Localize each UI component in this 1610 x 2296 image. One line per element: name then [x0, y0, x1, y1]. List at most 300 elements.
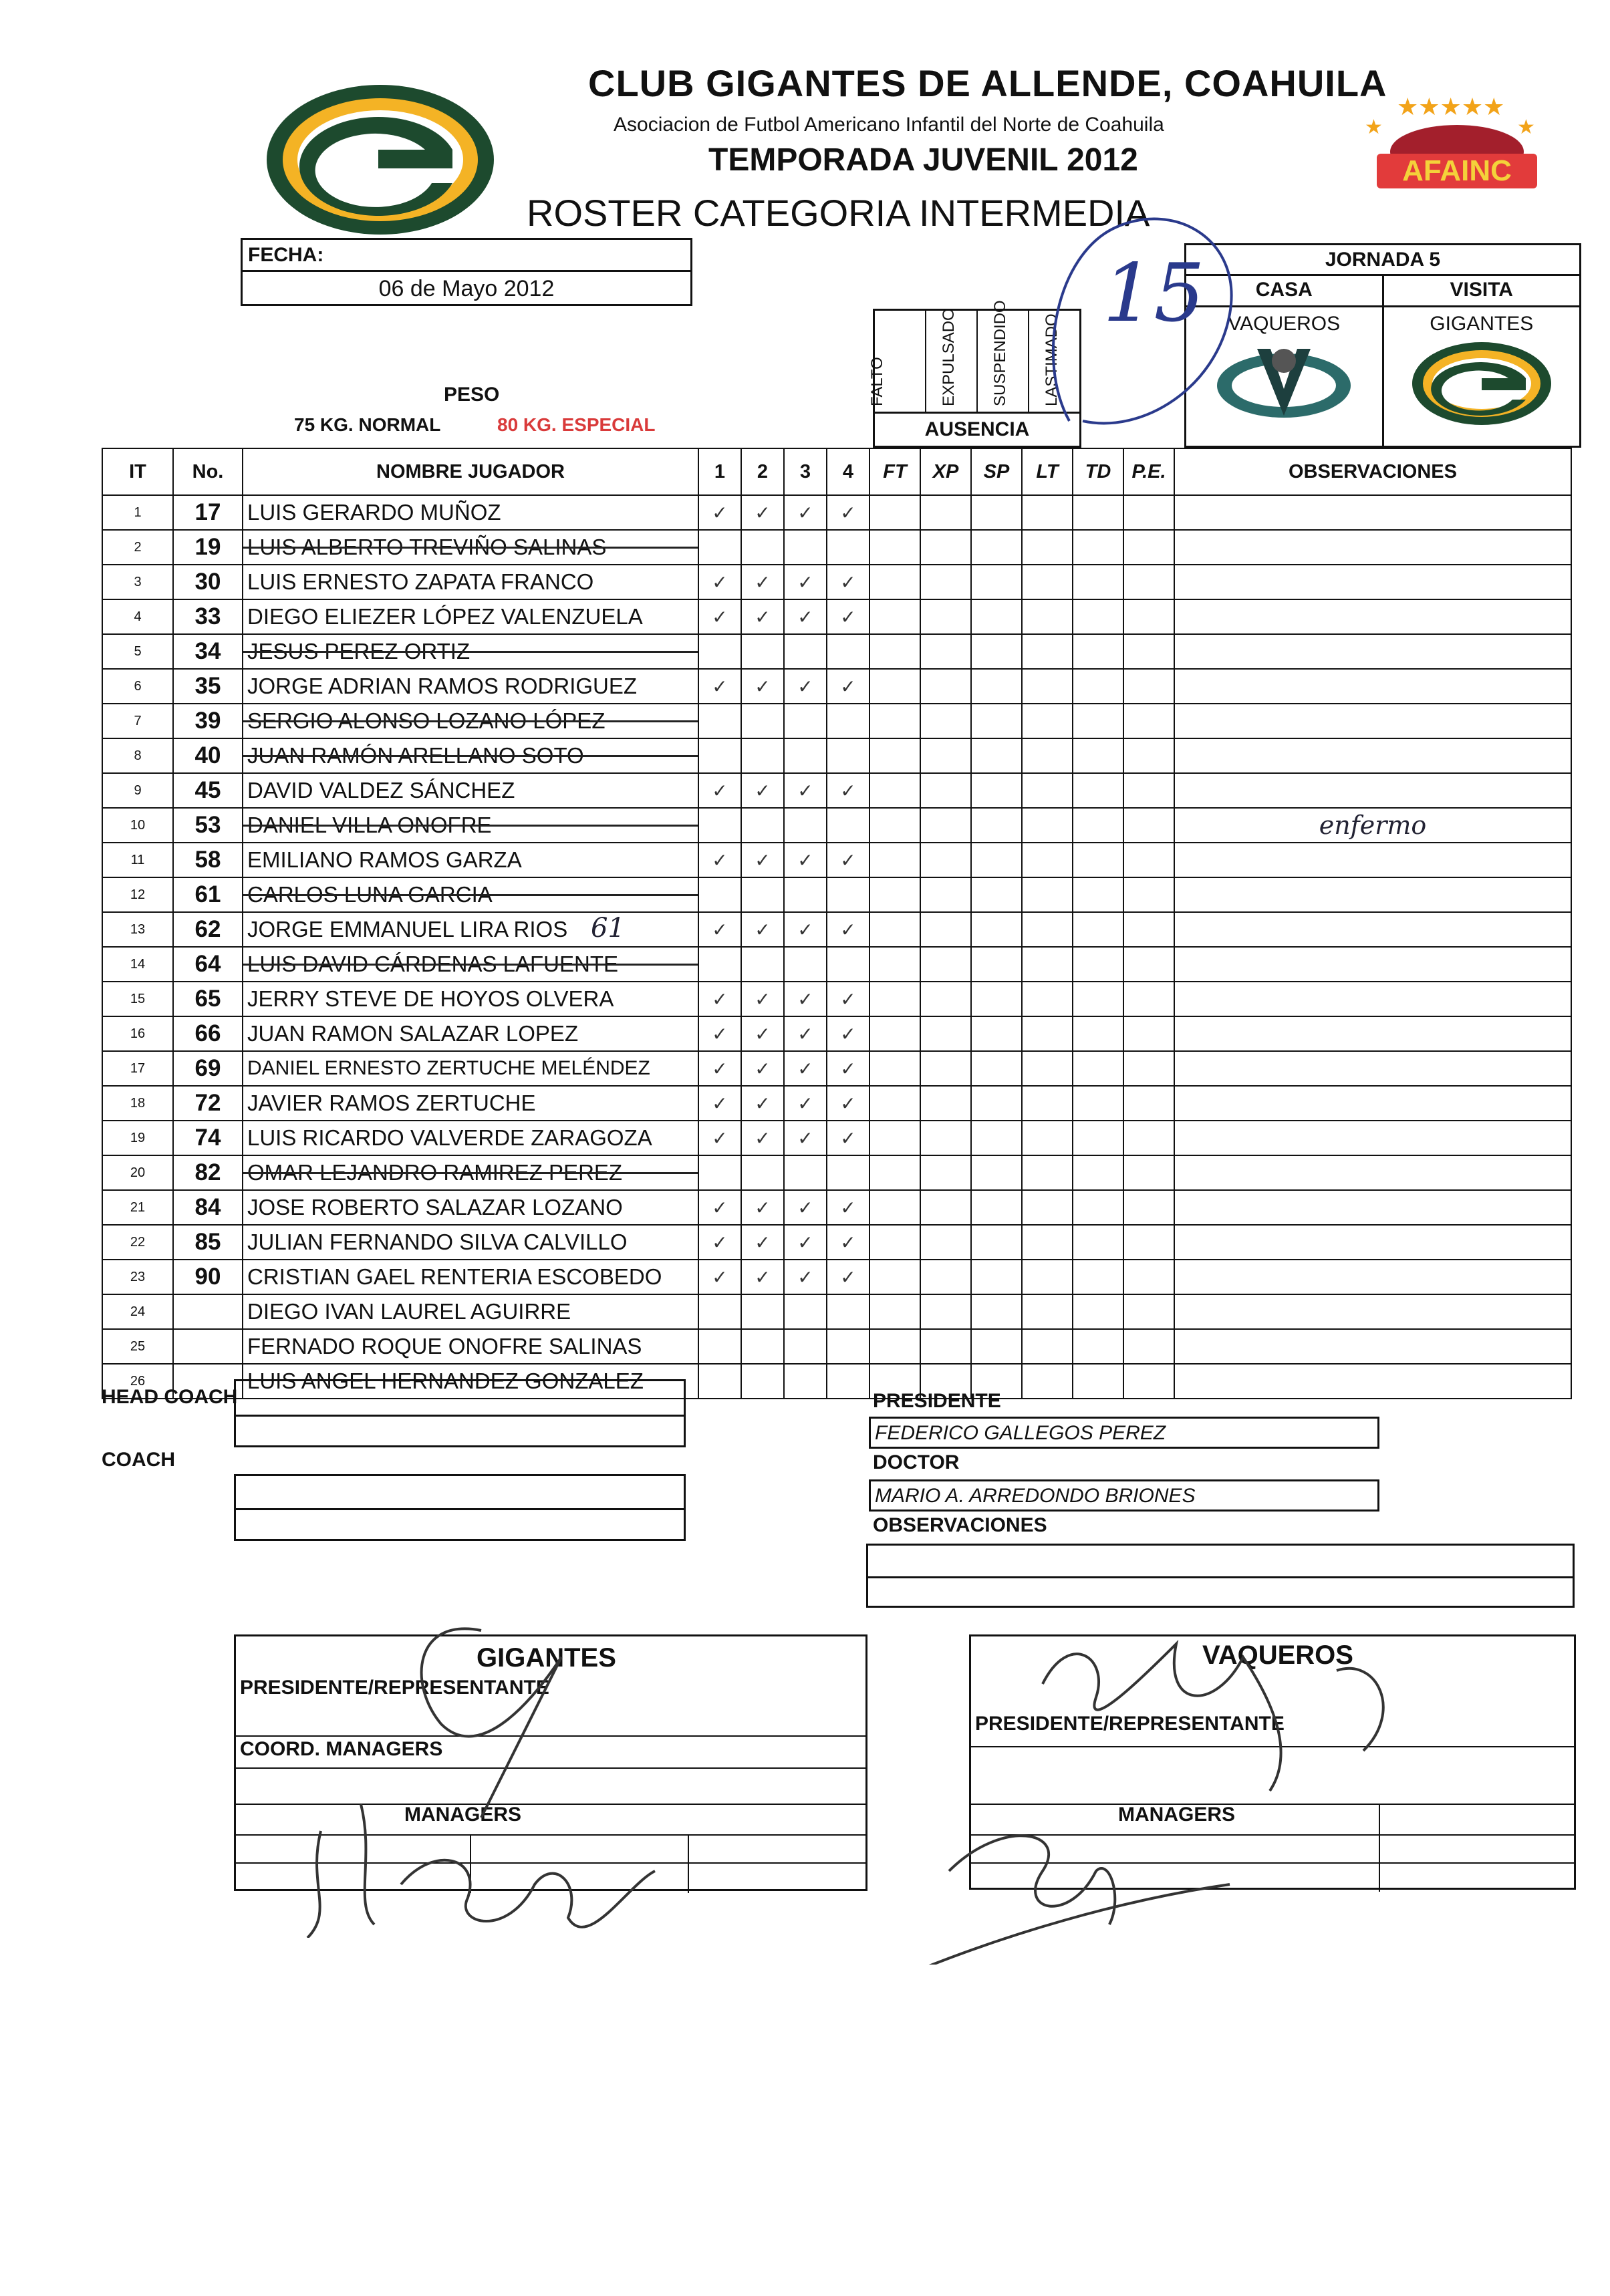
cell-ft[interactable] — [869, 565, 920, 599]
row-player-name[interactable] — [243, 947, 698, 982]
quarter-check-2[interactable]: ✓ — [741, 843, 784, 877]
quarter-check-1[interactable]: ✓ — [698, 1121, 741, 1155]
cell-ft[interactable] — [869, 877, 920, 912]
cell-td[interactable] — [1073, 912, 1123, 947]
quarter-check-2[interactable]: ✓ — [741, 1086, 784, 1121]
row-observaciones[interactable] — [1174, 530, 1571, 565]
cell-ft[interactable] — [869, 1121, 920, 1155]
quarter-check-4[interactable] — [827, 738, 869, 773]
cell-pe[interactable] — [1123, 877, 1174, 912]
cell-lt[interactable] — [1022, 1121, 1073, 1155]
cell-ft[interactable] — [869, 599, 920, 634]
cell-td[interactable] — [1073, 495, 1123, 530]
observaciones-box[interactable] — [866, 1544, 1575, 1608]
cell-td[interactable] — [1073, 1086, 1123, 1121]
row-observaciones[interactable] — [1174, 738, 1571, 773]
quarter-check-3[interactable] — [784, 704, 827, 738]
cell-xp[interactable] — [920, 1016, 971, 1051]
cell-ft[interactable] — [869, 1051, 920, 1086]
row-player-name[interactable] — [243, 808, 698, 843]
quarter-check-1[interactable]: ✓ — [698, 1260, 741, 1294]
quarter-check-2[interactable] — [741, 530, 784, 565]
cell-lt[interactable] — [1022, 808, 1073, 843]
row-player-name[interactable] — [243, 773, 698, 808]
quarter-check-1[interactable] — [698, 1329, 741, 1364]
cell-td[interactable] — [1073, 1225, 1123, 1260]
quarter-check-1[interactable] — [698, 947, 741, 982]
cell-pe[interactable] — [1123, 982, 1174, 1016]
cell-lt[interactable] — [1022, 530, 1073, 565]
cell-xp[interactable] — [920, 565, 971, 599]
quarter-check-1[interactable] — [698, 877, 741, 912]
cell-sp[interactable] — [971, 1260, 1022, 1294]
quarter-check-4[interactable] — [827, 1155, 869, 1190]
cell-ft[interactable] — [869, 1190, 920, 1225]
cell-lt[interactable] — [1022, 1329, 1073, 1364]
quarter-check-2[interactable]: ✓ — [741, 1225, 784, 1260]
cell-ft[interactable] — [869, 912, 920, 947]
cell-sp[interactable] — [971, 1016, 1022, 1051]
row-observaciones[interactable] — [1174, 1260, 1571, 1294]
cell-lt[interactable] — [1022, 565, 1073, 599]
cell-sp[interactable] — [971, 634, 1022, 669]
quarter-check-1[interactable]: ✓ — [698, 565, 741, 599]
cell-pe[interactable] — [1123, 1016, 1174, 1051]
cell-td[interactable] — [1073, 982, 1123, 1016]
cell-lt[interactable] — [1022, 634, 1073, 669]
cell-lt[interactable] — [1022, 1051, 1073, 1086]
quarter-check-3[interactable]: ✓ — [784, 1190, 827, 1225]
row-observaciones[interactable] — [1174, 634, 1571, 669]
cell-ft[interactable] — [869, 1225, 920, 1260]
cell-pe[interactable] — [1123, 530, 1174, 565]
cell-pe[interactable] — [1123, 912, 1174, 947]
quarter-check-2[interactable] — [741, 1364, 784, 1399]
cell-xp[interactable] — [920, 1051, 971, 1086]
quarter-check-3[interactable] — [784, 530, 827, 565]
cell-pe[interactable] — [1123, 565, 1174, 599]
quarter-check-4[interactable]: ✓ — [827, 1121, 869, 1155]
cell-xp[interactable] — [920, 495, 971, 530]
quarter-check-1[interactable] — [698, 808, 741, 843]
row-observaciones[interactable] — [1174, 495, 1571, 530]
cell-ft[interactable] — [869, 634, 920, 669]
presidente-field[interactable]: FEDERICO GALLEGOS PEREZ — [869, 1417, 1379, 1449]
cell-lt[interactable] — [1022, 1190, 1073, 1225]
cell-sp[interactable] — [971, 704, 1022, 738]
quarter-check-3[interactable]: ✓ — [784, 1016, 827, 1051]
cell-td[interactable] — [1073, 530, 1123, 565]
cell-xp[interactable] — [920, 1329, 971, 1364]
coach-box[interactable] — [234, 1474, 686, 1541]
cell-lt[interactable] — [1022, 704, 1073, 738]
quarter-check-2[interactable] — [741, 1294, 784, 1329]
quarter-check-2[interactable]: ✓ — [741, 1016, 784, 1051]
quarter-check-3[interactable] — [784, 1329, 827, 1364]
cell-td[interactable] — [1073, 599, 1123, 634]
cell-sp[interactable] — [971, 808, 1022, 843]
cell-lt[interactable] — [1022, 1016, 1073, 1051]
cell-td[interactable] — [1073, 808, 1123, 843]
quarter-check-4[interactable]: ✓ — [827, 1051, 869, 1086]
row-player-name[interactable] — [243, 1016, 698, 1051]
quarter-check-3[interactable]: ✓ — [784, 773, 827, 808]
quarter-check-3[interactable] — [784, 738, 827, 773]
quarter-check-1[interactable] — [698, 634, 741, 669]
cell-pe[interactable] — [1123, 669, 1174, 704]
row-player-name[interactable] — [243, 1260, 698, 1294]
cell-td[interactable] — [1073, 738, 1123, 773]
quarter-check-2[interactable]: ✓ — [741, 982, 784, 1016]
cell-sp[interactable] — [971, 843, 1022, 877]
cell-ft[interactable] — [869, 495, 920, 530]
cell-ft[interactable] — [869, 1329, 920, 1364]
quarter-check-2[interactable]: ✓ — [741, 773, 784, 808]
cell-xp[interactable] — [920, 1086, 971, 1121]
quarter-check-3[interactable]: ✓ — [784, 1121, 827, 1155]
quarter-check-2[interactable]: ✓ — [741, 599, 784, 634]
cell-sp[interactable] — [971, 1294, 1022, 1329]
row-player-name[interactable] — [243, 599, 698, 634]
cell-sp[interactable] — [971, 1329, 1022, 1364]
row-player-name[interactable] — [243, 669, 698, 704]
quarter-check-4[interactable]: ✓ — [827, 565, 869, 599]
row-observaciones[interactable] — [1174, 773, 1571, 808]
cell-pe[interactable] — [1123, 495, 1174, 530]
quarter-check-2[interactable]: ✓ — [741, 1051, 784, 1086]
row-observaciones[interactable] — [1174, 1190, 1571, 1225]
quarter-check-3[interactable] — [784, 1155, 827, 1190]
quarter-check-2[interactable]: ✓ — [741, 669, 784, 704]
quarter-check-2[interactable] — [741, 1155, 784, 1190]
cell-sp[interactable] — [971, 1190, 1022, 1225]
cell-lt[interactable] — [1022, 1155, 1073, 1190]
quarter-check-3[interactable]: ✓ — [784, 982, 827, 1016]
cell-pe[interactable] — [1123, 1260, 1174, 1294]
cell-sp[interactable] — [971, 877, 1022, 912]
cell-xp[interactable] — [920, 669, 971, 704]
quarter-check-2[interactable] — [741, 704, 784, 738]
cell-xp[interactable] — [920, 1190, 971, 1225]
cell-lt[interactable] — [1022, 877, 1073, 912]
quarter-check-4[interactable] — [827, 1364, 869, 1399]
quarter-check-4[interactable] — [827, 808, 869, 843]
quarter-check-4[interactable]: ✓ — [827, 1190, 869, 1225]
head-coach-box[interactable] — [234, 1379, 686, 1447]
cell-ft[interactable] — [869, 947, 920, 982]
cell-pe[interactable] — [1123, 808, 1174, 843]
row-player-name[interactable] — [243, 1329, 698, 1364]
quarter-check-1[interactable]: ✓ — [698, 912, 741, 947]
cell-td[interactable] — [1073, 947, 1123, 982]
cell-sp[interactable] — [971, 565, 1022, 599]
quarter-check-4[interactable] — [827, 947, 869, 982]
quarter-check-2[interactable] — [741, 808, 784, 843]
quarter-check-1[interactable] — [698, 1155, 741, 1190]
cell-ft[interactable] — [869, 1294, 920, 1329]
quarter-check-2[interactable] — [741, 947, 784, 982]
row-player-name[interactable] — [243, 1225, 698, 1260]
cell-pe[interactable] — [1123, 1225, 1174, 1260]
cell-ft[interactable] — [869, 1016, 920, 1051]
quarter-check-1[interactable]: ✓ — [698, 773, 741, 808]
cell-td[interactable] — [1073, 669, 1123, 704]
quarter-check-3[interactable]: ✓ — [784, 599, 827, 634]
quarter-check-4[interactable]: ✓ — [827, 1225, 869, 1260]
row-observaciones[interactable] — [1174, 1364, 1571, 1399]
quarter-check-3[interactable] — [784, 808, 827, 843]
quarter-check-1[interactable]: ✓ — [698, 495, 741, 530]
quarter-check-3[interactable] — [784, 1294, 827, 1329]
row-observaciones[interactable] — [1174, 704, 1571, 738]
cell-pe[interactable] — [1123, 1294, 1174, 1329]
row-observaciones[interactable] — [1174, 669, 1571, 704]
quarter-check-4[interactable]: ✓ — [827, 1086, 869, 1121]
cell-sp[interactable] — [971, 1121, 1022, 1155]
quarter-check-1[interactable]: ✓ — [698, 1190, 741, 1225]
cell-td[interactable] — [1073, 773, 1123, 808]
quarter-check-1[interactable]: ✓ — [698, 982, 741, 1016]
quarter-check-3[interactable]: ✓ — [784, 912, 827, 947]
row-observaciones[interactable] — [1174, 912, 1571, 947]
cell-lt[interactable] — [1022, 773, 1073, 808]
quarter-check-1[interactable]: ✓ — [698, 1086, 741, 1121]
cell-xp[interactable] — [920, 1121, 971, 1155]
cell-td[interactable] — [1073, 565, 1123, 599]
cell-pe[interactable] — [1123, 843, 1174, 877]
quarter-check-4[interactable] — [827, 877, 869, 912]
cell-sp[interactable] — [971, 495, 1022, 530]
cell-lt[interactable] — [1022, 947, 1073, 982]
row-observaciones[interactable] — [1174, 1051, 1571, 1086]
quarter-check-4[interactable] — [827, 704, 869, 738]
cell-xp[interactable] — [920, 982, 971, 1016]
quarter-check-2[interactable]: ✓ — [741, 912, 784, 947]
quarter-check-1[interactable]: ✓ — [698, 1225, 741, 1260]
cell-lt[interactable] — [1022, 495, 1073, 530]
quarter-check-1[interactable]: ✓ — [698, 669, 741, 704]
cell-pe[interactable] — [1123, 738, 1174, 773]
cell-pe[interactable] — [1123, 1329, 1174, 1364]
cell-lt[interactable] — [1022, 1225, 1073, 1260]
quarter-check-4[interactable]: ✓ — [827, 495, 869, 530]
quarter-check-1[interactable] — [698, 530, 741, 565]
quarter-check-4[interactable]: ✓ — [827, 912, 869, 947]
quarter-check-2[interactable] — [741, 1329, 784, 1364]
quarter-check-4[interactable] — [827, 1294, 869, 1329]
cell-xp[interactable] — [920, 1155, 971, 1190]
cell-lt[interactable] — [1022, 669, 1073, 704]
row-observaciones[interactable] — [1174, 1294, 1571, 1329]
row-observaciones[interactable] — [1174, 1225, 1571, 1260]
row-player-name[interactable] — [243, 530, 698, 565]
cell-ft[interactable] — [869, 530, 920, 565]
cell-ft[interactable] — [869, 669, 920, 704]
quarter-check-3[interactable]: ✓ — [784, 1260, 827, 1294]
row-observaciones[interactable] — [1174, 1016, 1571, 1051]
quarter-check-4[interactable]: ✓ — [827, 1016, 869, 1051]
quarter-check-3[interactable]: ✓ — [784, 1225, 827, 1260]
row-player-name[interactable] — [243, 1051, 698, 1086]
row-player-name[interactable] — [243, 565, 698, 599]
quarter-check-2[interactable]: ✓ — [741, 1190, 784, 1225]
quarter-check-3[interactable]: ✓ — [784, 669, 827, 704]
cell-xp[interactable] — [920, 704, 971, 738]
cell-sp[interactable] — [971, 912, 1022, 947]
cell-xp[interactable] — [920, 1225, 971, 1260]
cell-xp[interactable] — [920, 599, 971, 634]
cell-sp[interactable] — [971, 1086, 1022, 1121]
cell-pe[interactable] — [1123, 1051, 1174, 1086]
cell-pe[interactable] — [1123, 1086, 1174, 1121]
row-observaciones[interactable] — [1174, 1155, 1571, 1190]
cell-td[interactable] — [1073, 704, 1123, 738]
quarter-check-1[interactable]: ✓ — [698, 1016, 741, 1051]
quarter-check-1[interactable]: ✓ — [698, 843, 741, 877]
cell-td[interactable] — [1073, 843, 1123, 877]
row-player-name[interactable] — [243, 1121, 698, 1155]
row-player-name[interactable] — [243, 704, 698, 738]
quarter-check-1[interactable] — [698, 738, 741, 773]
cell-pe[interactable] — [1123, 1364, 1174, 1399]
row-player-name[interactable] — [243, 843, 698, 877]
quarter-check-4[interactable]: ✓ — [827, 599, 869, 634]
cell-pe[interactable] — [1123, 1155, 1174, 1190]
quarter-check-2[interactable] — [741, 634, 784, 669]
quarter-check-3[interactable] — [784, 634, 827, 669]
cell-xp[interactable] — [920, 634, 971, 669]
quarter-check-4[interactable]: ✓ — [827, 982, 869, 1016]
cell-pe[interactable] — [1123, 599, 1174, 634]
cell-sp[interactable] — [971, 1155, 1022, 1190]
quarter-check-4[interactable]: ✓ — [827, 1260, 869, 1294]
cell-sp[interactable] — [971, 599, 1022, 634]
row-player-name[interactable] — [243, 912, 698, 947]
cell-pe[interactable] — [1123, 1121, 1174, 1155]
quarter-check-1[interactable] — [698, 1364, 741, 1399]
row-observaciones[interactable] — [1174, 599, 1571, 634]
row-observaciones[interactable] — [1174, 947, 1571, 982]
quarter-check-1[interactable]: ✓ — [698, 1051, 741, 1086]
quarter-check-3[interactable]: ✓ — [784, 565, 827, 599]
cell-td[interactable] — [1073, 1016, 1123, 1051]
cell-lt[interactable] — [1022, 1260, 1073, 1294]
quarter-check-4[interactable] — [827, 1329, 869, 1364]
cell-td[interactable] — [1073, 1260, 1123, 1294]
cell-pe[interactable] — [1123, 947, 1174, 982]
cell-ft[interactable] — [869, 982, 920, 1016]
cell-xp[interactable] — [920, 947, 971, 982]
cell-lt[interactable] — [1022, 1294, 1073, 1329]
quarter-check-2[interactable] — [741, 738, 784, 773]
cell-ft[interactable] — [869, 1260, 920, 1294]
cell-ft[interactable] — [869, 808, 920, 843]
row-player-name[interactable] — [243, 634, 698, 669]
row-observaciones[interactable] — [1174, 982, 1571, 1016]
cell-xp[interactable] — [920, 773, 971, 808]
cell-sp[interactable] — [971, 738, 1022, 773]
quarter-check-2[interactable]: ✓ — [741, 1121, 784, 1155]
doctor-field[interactable]: MARIO A. ARREDONDO BRIONES — [869, 1479, 1379, 1512]
row-observaciones[interactable] — [1174, 565, 1571, 599]
row-player-name[interactable] — [243, 1294, 698, 1329]
row-player-name[interactable] — [243, 738, 698, 773]
cell-lt[interactable] — [1022, 738, 1073, 773]
cell-sp[interactable] — [971, 982, 1022, 1016]
cell-ft[interactable] — [869, 1086, 920, 1121]
row-observaciones[interactable] — [1174, 1329, 1571, 1364]
cell-xp[interactable] — [920, 738, 971, 773]
quarter-check-3[interactable]: ✓ — [784, 1086, 827, 1121]
cell-td[interactable] — [1073, 1329, 1123, 1364]
quarter-check-3[interactable] — [784, 947, 827, 982]
cell-xp[interactable] — [920, 530, 971, 565]
row-player-name[interactable] — [243, 877, 698, 912]
quarter-check-2[interactable]: ✓ — [741, 1260, 784, 1294]
cell-pe[interactable] — [1123, 773, 1174, 808]
cell-td[interactable] — [1073, 1121, 1123, 1155]
cell-ft[interactable] — [869, 738, 920, 773]
row-player-name[interactable] — [243, 1155, 698, 1190]
row-player-name[interactable] — [243, 1190, 698, 1225]
cell-lt[interactable] — [1022, 982, 1073, 1016]
cell-sp[interactable] — [971, 1051, 1022, 1086]
cell-xp[interactable] — [920, 877, 971, 912]
row-player-name[interactable] — [243, 982, 698, 1016]
quarter-check-2[interactable]: ✓ — [741, 495, 784, 530]
cell-pe[interactable] — [1123, 1190, 1174, 1225]
cell-ft[interactable] — [869, 1155, 920, 1190]
quarter-check-3[interactable]: ✓ — [784, 495, 827, 530]
cell-xp[interactable] — [920, 1260, 971, 1294]
row-observaciones[interactable] — [1174, 808, 1571, 843]
cell-ft[interactable] — [869, 704, 920, 738]
cell-td[interactable] — [1073, 1190, 1123, 1225]
quarter-check-2[interactable]: ✓ — [741, 565, 784, 599]
cell-sp[interactable] — [971, 530, 1022, 565]
quarter-check-4[interactable] — [827, 634, 869, 669]
row-observaciones[interactable] — [1174, 843, 1571, 877]
quarter-check-1[interactable] — [698, 1294, 741, 1329]
cell-ft[interactable] — [869, 843, 920, 877]
cell-sp[interactable] — [971, 669, 1022, 704]
cell-ft[interactable] — [869, 773, 920, 808]
cell-lt[interactable] — [1022, 1086, 1073, 1121]
row-observaciones[interactable] — [1174, 1121, 1571, 1155]
quarter-check-4[interactable]: ✓ — [827, 773, 869, 808]
cell-pe[interactable] — [1123, 704, 1174, 738]
row-observaciones[interactable] — [1174, 877, 1571, 912]
cell-pe[interactable] — [1123, 634, 1174, 669]
cell-lt[interactable] — [1022, 912, 1073, 947]
quarter-check-3[interactable] — [784, 1364, 827, 1399]
row-player-name[interactable] — [243, 495, 698, 530]
cell-xp[interactable] — [920, 1294, 971, 1329]
cell-xp[interactable] — [920, 808, 971, 843]
cell-td[interactable] — [1073, 1155, 1123, 1190]
cell-sp[interactable] — [971, 1225, 1022, 1260]
cell-td[interactable] — [1073, 877, 1123, 912]
cell-sp[interactable] — [971, 947, 1022, 982]
quarter-check-3[interactable]: ✓ — [784, 1051, 827, 1086]
row-observaciones[interactable] — [1174, 1086, 1571, 1121]
quarter-check-1[interactable] — [698, 704, 741, 738]
cell-td[interactable] — [1073, 1294, 1123, 1329]
quarter-check-3[interactable] — [784, 877, 827, 912]
quarter-check-4[interactable]: ✓ — [827, 669, 869, 704]
quarter-check-1[interactable]: ✓ — [698, 599, 741, 634]
cell-xp[interactable] — [920, 843, 971, 877]
